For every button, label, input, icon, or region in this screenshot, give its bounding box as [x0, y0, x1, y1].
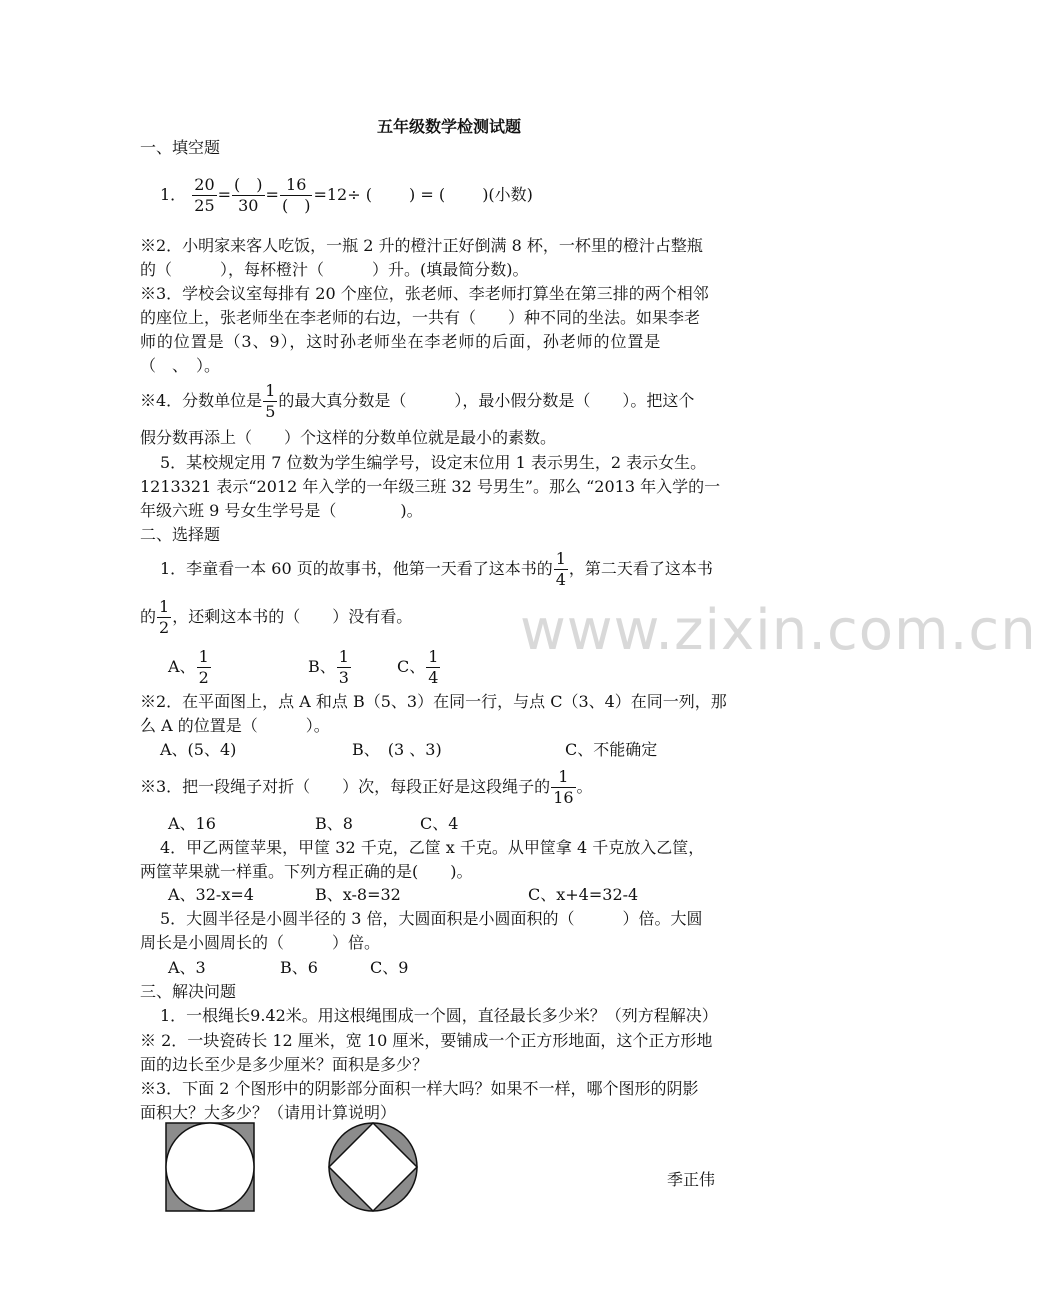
s1-q5-line3: 年级六班 9 号女生学号是（ )。: [140, 501, 423, 520]
s2-q1-optC: C、 $\frac{1}{4}$: [397, 647, 439, 687]
s2-q5-line2: 周长是小圆周长的（ ）倍。: [140, 933, 381, 952]
s3-q2-line2: 面的边长至少是多少厘米？面积是多少？: [140, 1055, 429, 1074]
s1-q1-tail: =12÷ ( ) = ( )(小数): [313, 185, 533, 204]
s1-q2-line1: ※2．小明家来客人吃饭，一瓶 2 升的橙汁正好倒满 8 杯，一杯里的橙汁占整瓶: [140, 236, 703, 255]
s2-q4-optA: A、32-x=4: [168, 885, 254, 904]
s1-q1-frac3: $\frac{16}{( )}$: [281, 175, 311, 215]
s2-q3-optB: B、8: [315, 814, 353, 833]
s1-q4-line2: 假分数再添上（ ）个这样的分数单位就是最小的素数。: [140, 428, 557, 447]
author-name: 季正伟: [667, 1170, 716, 1189]
s3-q3-line1: ※3．下面 2 个图形中的阴影部分面积一样大吗？如果不一样，哪个图形的阴影: [140, 1079, 699, 1098]
s2-q5-optA: A、3: [168, 958, 206, 977]
s1-q3-line3: 师的位置是（3、9），这时孙老师坐在李老师的后面，孙老师的位置是: [140, 332, 662, 351]
s2-q4-line1: 4．甲乙两筐苹果，甲筐 32 千克，乙筐 x 千克。从甲筐拿 4 千克放入乙筐，: [160, 838, 705, 857]
s1-q3-line1: ※3．学校会议室每排有 20 个座位，张老师、李老师打算坐在第三排的两个相邻: [140, 284, 709, 303]
s3-q3-line2: 面积大？大多少？（请用计算说明）: [140, 1103, 397, 1122]
s2-q5-optC: C、9: [370, 958, 409, 977]
s1-q4-line1: ※4．分数单位是 $\frac{1}{5}$ 的最大真分数是（ ），最小假分数是（ ）。把这个: [140, 381, 695, 421]
s1-q4-frac: $\frac{1}{5}$: [265, 381, 276, 421]
inscribed-circle: [166, 1123, 254, 1211]
s2-q4-optC: C、x+4=32-4: [528, 885, 639, 904]
s2-q1-frac2: $\frac{1}{2}$: [159, 597, 170, 637]
s1-q5-line1: 5．某校规定用 7 位数为学生编学号，设定末位用 1 表示男生，2 表示女生。: [160, 453, 707, 472]
page-title: 五年级数学检测试题: [377, 117, 522, 136]
s2-q3-line1: ※3．把一段绳子对折（ ）次，每段正好是这段绳子的 $\frac{1}{16}$ 。: [140, 767, 593, 807]
s2-q4-optB: B、x-8=32: [315, 885, 401, 904]
section2-heading: 二、选择题: [140, 525, 221, 544]
s2-q4-line2: 两筐苹果就一样重。下列方程正确的是( )。: [140, 862, 473, 881]
figure-square-with-circle: [165, 1122, 255, 1212]
s2-q5-line1: 5．大圆半径是小圆半径的 3 倍，大圆面积是小圆面积的（ ）倍。大圆: [160, 909, 703, 928]
s2-q3-optC: C、4: [420, 814, 459, 833]
s2-q2-optB: B、 (3 、3): [352, 740, 442, 759]
figure-circle-with-square: [328, 1122, 418, 1212]
s2-q3-optA: A、16: [168, 814, 216, 833]
s2-q2-line1: ※2．在平面图上，点 A 和点 B（5、3）在同一行，与点 C（3、4）在同一列，那: [140, 692, 727, 711]
s1-q3-line4: （ 、 ）。: [140, 356, 221, 375]
s2-q1-line1: 1．李童看一本 60 页的故事书，他第一天看了这本书的 $\frac{1}{4}$ ，第二天看了这本书: [160, 549, 713, 589]
s1-q1-frac1: $\frac{20}{25}$: [194, 175, 215, 215]
s2-q3-frac: $\frac{1}{16}$: [553, 767, 574, 807]
s2-q5-optB: B、6: [280, 958, 318, 977]
section1-heading: 一、填空题: [140, 138, 221, 157]
s2-q1-optB: B、 $\frac{1}{3}$: [308, 647, 349, 687]
s2-q1-line2: 的 $\frac{1}{2}$ ，还剩这本书的（ ）没有看。: [140, 597, 413, 637]
section3-heading: 三、解决问题: [140, 982, 237, 1001]
s2-q2-optC: C、不能确定: [565, 740, 658, 759]
s1-q3-line2: 的座位上，张老师坐在李老师的右边，一共有（ ）种不同的坐法。如果李老: [140, 308, 701, 327]
s2-q2-optA: A、(5、4): [160, 740, 237, 759]
s1-q1-num: 1．: [160, 185, 187, 204]
s1-q1-frac2: $\frac{( )}{30}$: [234, 175, 263, 215]
s1-q1: 1． $\frac{20}{25}$ = $\frac{( )}{30}$ = $\frac{16}{( )}$ =12÷ ( ) = ( )(小数): [160, 175, 533, 215]
s1-q5-line2: 1213321 表示“2012 年入学的一年级三班 32 号男生”。那么 “2013 年入学的一: [140, 477, 721, 496]
s1-q2-line2: 的（ ），每杯橙汁（ ）升。(填最简分数)。: [140, 260, 529, 279]
s2-q1-optA: A、 $\frac{1}{2}$: [168, 647, 209, 687]
s2-q2-line2: 么 A 的位置是（ ）。: [140, 716, 330, 735]
s3-q1: 1．一根绳长9.42米。用这根绳围成一个圆，直径最长多少米？（列方程解决）: [160, 1006, 718, 1025]
watermark: www.zixin.com.cn: [520, 598, 1037, 663]
s2-q1-frac1: $\frac{1}{4}$: [555, 549, 566, 589]
s3-q2-line1: ※ 2．一块瓷砖长 12 厘米，宽 10 厘米，要铺成一个正方形地面，这个正方形地: [140, 1031, 713, 1050]
